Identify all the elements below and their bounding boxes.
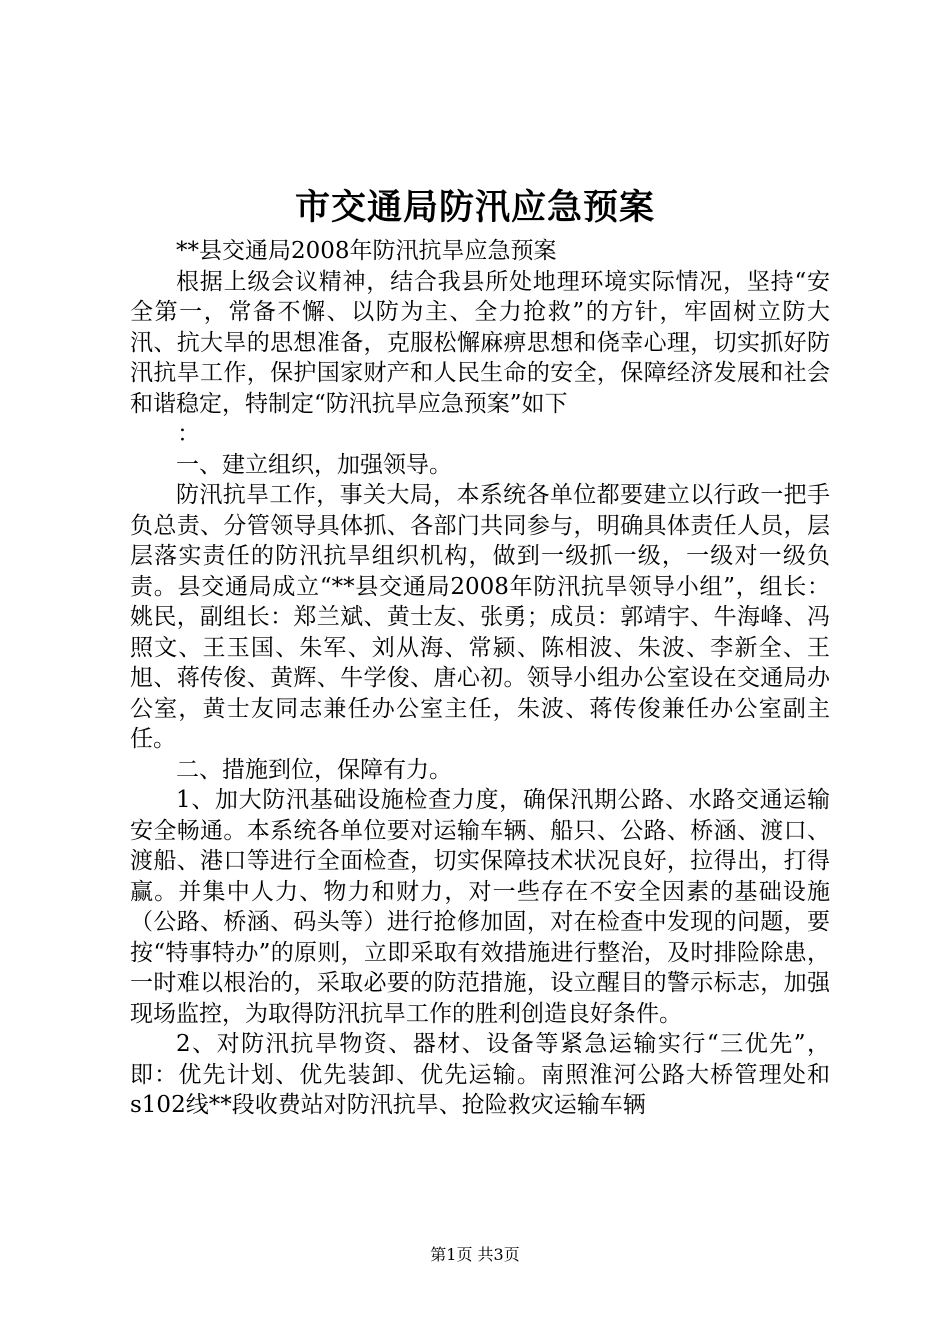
paragraph-intro: 根据上级会议精神，结合我县所处地理环境实际情况，坚持“安全第一，常备不懈、以防为主、全力抢救”的方针，牢固树立防大汛、抗大旱的思想准备，克服松懈麻痹思想和侥幸心理，切实抓好防汛抗旱工作，保护国家财产和人民生命的安全，保障经济发展和社会和谐稳定，特制定“防汛抗旱应急预案”如下	[130, 268, 830, 417]
paragraph-colon: ：	[177, 421, 201, 447]
page-footer: 第1页 共3页	[430, 1245, 520, 1264]
document-title: 市交通局防汛应急预案	[294, 187, 655, 228]
paragraph-subtitle: **县交通局2008年防汛抗旱应急预案	[176, 238, 557, 264]
paragraph-measure-2: 2、对防汛抗旱物资、器材、设备等紧急运输实行“三优先”，即：优先计划、优先装卸、优先运输。南照淮河公路大桥管理处和s102线**段收费站对防汛抗旱、抢险救灾运输车辆	[130, 1031, 830, 1118]
paragraph-organization: 防汛抗旱工作，事关大局，本系统各单位都要建立以行政一把手负总责、分管领导具体抓、各部门共同参与，明确具体责任人员，层层落实责任的防汛抗旱组织机构，做到一级抓一级，一级对一级负责。县交通局成立“**县交通局2008年防汛抗旱领导小组”，组长：姚民，副组长：郑兰斌、黄士友、张勇；成员：郭靖宇、牛海峰、冯照文、王玉国、朱军、刘从海、常颍、陈相波、朱波、李新全、王旭、蒋传俊、黄辉、牛学俊、唐心初。领导小组办公室设在交通局办公室，黄士友同志兼任办公室主任，朱波、蒋传俊兼任办公室副主任。	[130, 482, 830, 752]
paragraph-measure-1: 1、加大防汛基础设施检查力度，确保汛期公路、水路交通运输安全畅通。本系统各单位要对运输车辆、船只、公路、桥涵、渡口、渡船、港口等进行全面检查，切实保障技术状况良好，拉得出，打得赢。并集中人力、物力和财力，对一些存在不安全因素的基础设施（公路、桥涵、码头等）进行抢修加固，对在检查中发现的问题，要按“特事特办”的原则，立即采取有效措施进行整治，及时排险除患，一时难以根治的，采取必要的防范措施，设立醒目的警示标志，加强现场监控，为取得防汛抗旱工作的胜利创造良好条件。	[130, 787, 830, 1027]
section-heading-1: 一、建立组织，加强领导。	[176, 451, 452, 478]
section-heading-2: 二、措施到位，保障有力。	[176, 756, 452, 783]
document-body	[130, 236, 830, 1121]
